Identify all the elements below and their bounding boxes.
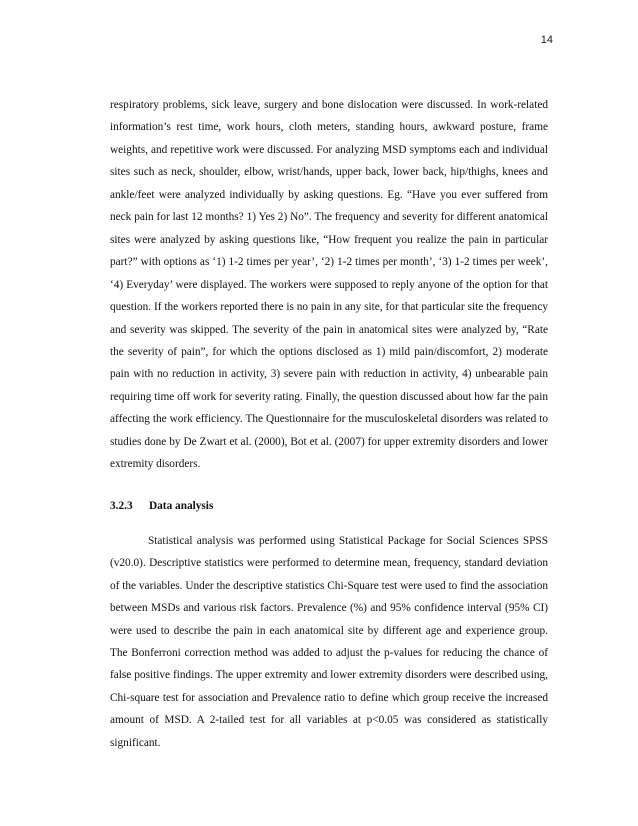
page-number: 14 xyxy=(540,34,553,46)
section-number: 3.2.3 xyxy=(110,499,133,512)
body-text xyxy=(110,94,548,754)
paragraph-questionnaire: respiratory problems, sick leave, surgery and bone dislocation were discussed. In work-related information’s rest time, work hours, cloth meters, standing hours, awkward posture, frame weights, and repetitive work were discussed. For analyzing MSD symptoms each and individual sites such as neck, shoulder, elbow, wrist/hands, upper back, lower back, hip/thighs, knees and ankle/feet were analyzed individually by asking questions. Eg. “Have you ever suffered from neck pain for last 12 months? 1) Yes 2) No”. The frequency and severity for different anatomical sites were analyzed by asking questions like, “How frequent you realize the pain in particular part?” with options as ‘1) 1-2 times per year’, ‘2) 1-2 times per month’, ‘3) 1-2 times per week’, ‘4) Everyday’ were displayed. The workers were supposed to reply anyone of the option for that question. If the workers reported there is no pain in any site, for that particular site the frequency and severity was skipped. The severity of the pain in anatomical sites were analyzed by, “Rate the severity of pain”, for which the options disclosed as 1) mild pain/discomfort, 2) moderate pain with no reduction in activity, 3) severe pain with reduction in activity, 4) unbearable pain requiring time off work for severity rating. Finally, the question discussed about how far the pain affecting the work efficiency. The Questionnaire for the musculoskeletal disorders was related to studies done by De Zwart et al. (2000), Bot et al. (2007) for upper extremity disorders and lower extremity disorders. xyxy=(110,99,548,471)
paragraph-data-analysis: Statistical analysis was performed using Statistical Package for Social Sciences SPSS (v20.0). Descriptive statistics were performed to determine mean, frequency, standard deviation of the variables. Under the descriptive statistics Chi-Square test were used to find the association between MSDs and various risk factors. Prevalence (%) and 95% confidence interval (95% CI) were used to describe the pain in each anatomical site by different age and experience group. The Bonferroni correction method was added to adjust the p-values for reducing the chance of false positive findings. The upper extremity and lower extremity disorders were described using, Chi-square test for association and Prevalence ratio to define which group receive the increased amount of MSD. A 2-tailed test for all variables at p<0.05 was considered as statistically significant. xyxy=(110,534,548,749)
section-title: Data analysis xyxy=(149,499,214,512)
section-heading xyxy=(110,496,548,516)
